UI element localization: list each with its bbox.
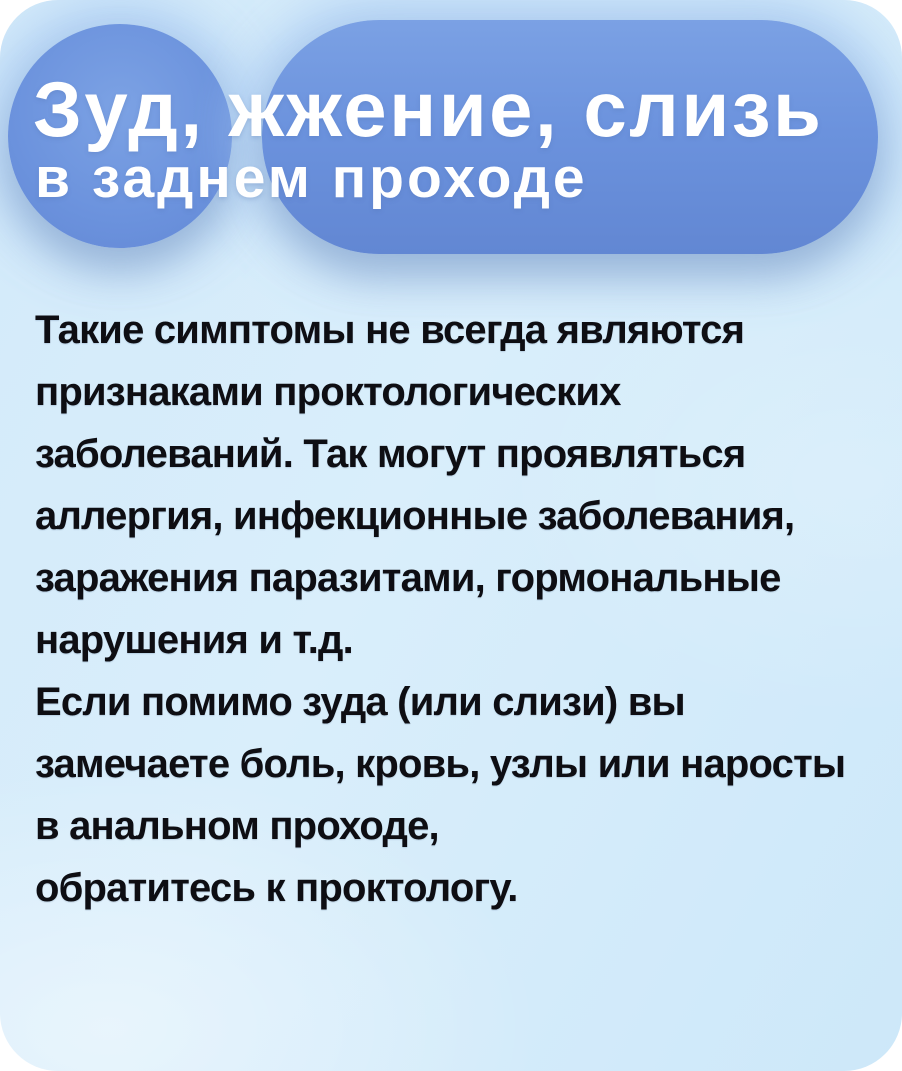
body-line: Такие симптомы не всегда являются	[35, 308, 745, 352]
body-line: в анальном проходе,	[35, 804, 439, 848]
body-line: аллергия, инфекционные заболевания,	[35, 494, 795, 538]
body-line: Если помимо зуда (или слизи) вы	[35, 680, 685, 724]
body-line: признаками проктологических	[35, 370, 621, 414]
header	[0, 0, 902, 300]
body-line: обратитесь к проктологу.	[35, 866, 518, 910]
body-line: нарушения и т.д.	[35, 618, 353, 662]
page-title: Зуд, жжение, слизь	[33, 65, 824, 153]
body-line: заболеваний. Так могут проявляться	[35, 432, 746, 476]
body-line: замечаете боль, кровь, узлы или наросты	[35, 742, 846, 786]
body-text	[0, 299, 902, 919]
page-subtitle: в заднем проходе	[35, 146, 588, 210]
body-line: заражения паразитами, гормональные	[35, 556, 781, 600]
